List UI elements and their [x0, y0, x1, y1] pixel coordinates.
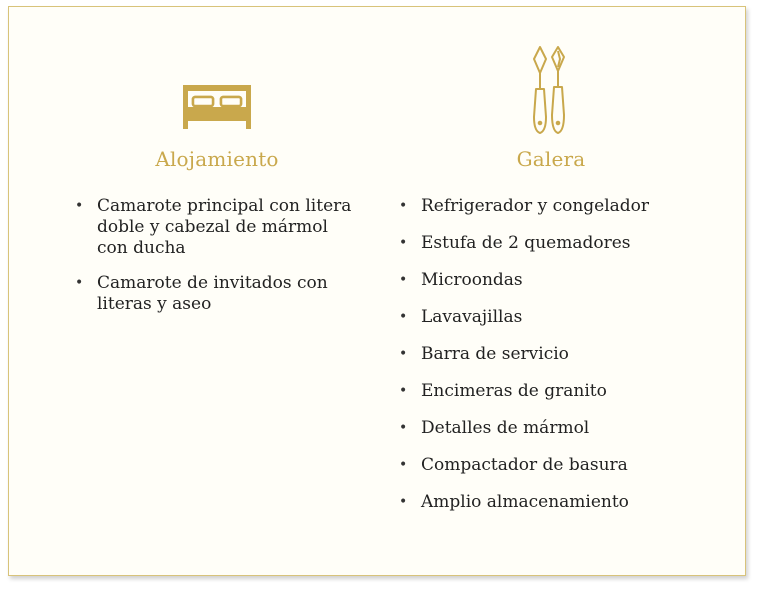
section-title: Galera: [516, 147, 586, 171]
list-item: • Detalles de mármol: [397, 418, 717, 439]
amenities-card: [8, 6, 746, 576]
bed-icon: [181, 85, 253, 133]
list-item: • Compactador de basura: [397, 455, 717, 476]
list-item: • Amplio almacenamiento: [397, 492, 717, 513]
list-item: • Lavavajillas: [397, 307, 717, 328]
list-item: • Refrigerador y congelador: [397, 196, 717, 217]
feature-list: [73, 196, 363, 315]
list-item: • Barra de servicio: [397, 344, 717, 365]
list-item: • Camarote de invitados con literas y aseo: [73, 273, 363, 315]
list-item: • Encimeras de granito: [397, 381, 717, 402]
utensils-icon: [527, 45, 571, 141]
list-item: • Camarote principal con litera doble y cabezal de mármol con ducha: [73, 196, 363, 259]
list-item: • Estufa de 2 quemadores: [397, 233, 717, 254]
section-title: Alojamiento: [155, 147, 279, 171]
feature-list: [397, 196, 717, 513]
list-item: • Microondas: [397, 270, 717, 291]
